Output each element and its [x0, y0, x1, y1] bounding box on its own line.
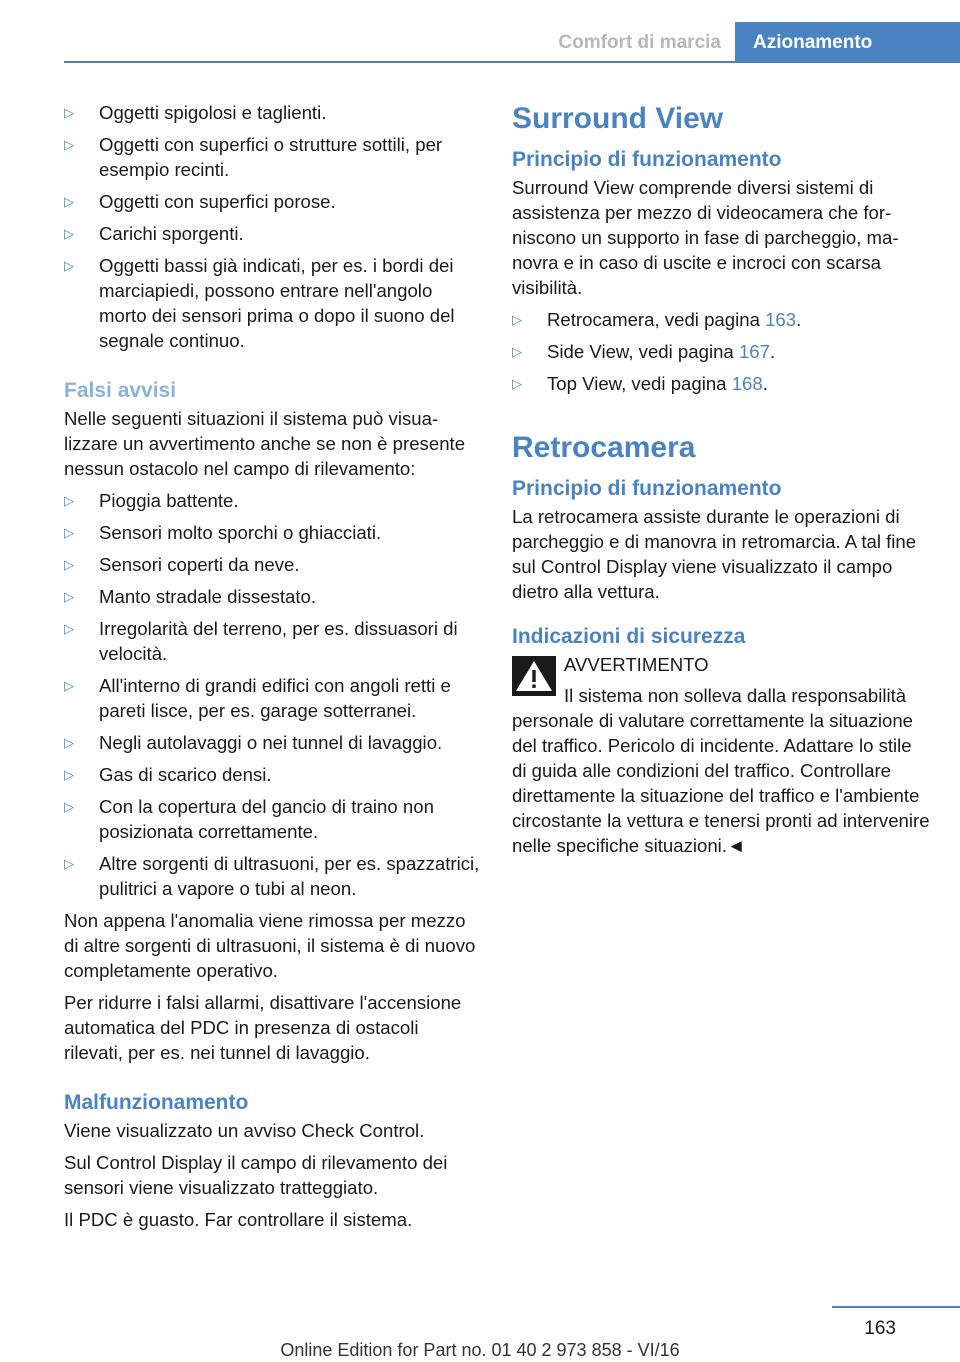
- list-item: ▷ Sensori coperti da neve.: [64, 554, 300, 575]
- right-column: [512, 100, 930, 865]
- list-item: ▷ Sensori molto sporchi o ghiacciati.: [64, 522, 382, 543]
- list-item: ▷ All'interno di grandi edifici con angoli retti e pareti lisce, per es. garage sotterranei.: [64, 675, 451, 721]
- page-number: 163: [864, 1318, 896, 1339]
- bullet-triangle-icon: ▷: [64, 589, 74, 604]
- list-item: ▷ Gas di scarico densi.: [64, 764, 272, 785]
- camera-reference-list: [512, 307, 930, 396]
- malfunction-text-2: Sul Control Display il campo di rilevamento dei sensori viene visualizzato tratteggiato.: [64, 1152, 448, 1198]
- false-alarms-heading: Falsi avvisi: [64, 379, 177, 402]
- bullet-triangle-icon: ▷: [64, 621, 74, 636]
- page-link[interactable]: 163: [765, 309, 797, 330]
- retro-description: La retrocamera assiste durante le operazioni di parcheggio e di manovra in retromarcia. A tal fine sul Control Display viene visualizzato il campo dietro alla vettura.: [512, 506, 917, 602]
- bullet-triangle-icon: ▷: [64, 258, 74, 273]
- bullet-triangle-icon: ▷: [512, 312, 522, 327]
- edition-footer: Online Edition for Part no. 01 40 2 973 858 - VI/16: [280, 1340, 680, 1360]
- bullet-triangle-icon: ▷: [64, 799, 74, 814]
- list-item: ▷ Negli autolavaggi o nei tunnel di lavaggio.: [64, 732, 443, 753]
- bullet-triangle-icon: ▷: [64, 137, 74, 152]
- page-link[interactable]: 167: [738, 341, 770, 362]
- bullet-triangle-icon: ▷: [64, 226, 74, 241]
- warning-first-line: Il sistema non solleva dalla responsabilità: [564, 685, 907, 706]
- bullet-triangle-icon: ▷: [64, 767, 74, 782]
- list-item: ▷ Oggetti bassi già indicati, per es. i bordi dei marciapiedi, possono entrare nell'angolo morto dei sensori prima o dopo il suono del segnale continuo.: [64, 255, 455, 351]
- warning-block: [512, 652, 930, 858]
- false-alarms-bullet-list: [64, 488, 480, 901]
- paragraph-anomaly-removed: Non appena l'anomalia viene rimossa per mezzo di altre sorgenti di ultrasuoni, il sistema è di nuovo completamente operativo.: [64, 910, 476, 981]
- list-item: ▷ Manto stradale dissestato.: [64, 586, 317, 607]
- bullet-triangle-icon: ▷: [64, 105, 74, 120]
- list-item: ▷ Irregolarità del terreno, per es. dissuasori di velocità.: [64, 618, 458, 664]
- malfunction-text-3: Il PDC è guasto. Far controllare il sistema.: [64, 1209, 413, 1230]
- bullet-triangle-icon: ▷: [64, 194, 74, 209]
- bullet-triangle-icon: ▷: [64, 678, 74, 693]
- bullet-triangle-icon: ▷: [64, 493, 74, 508]
- warning-text: personale di valutare correttamente la situazione del traffico. Pericolo di incidente. Adattare lo stile di guida alle condizioni del traffico. Controllare direttamente la situazione del traffico e l'ambiente circostante la vettura e tenersi pronti ad intervenire nelle specifiche situazioni.◄: [512, 710, 930, 856]
- page-link[interactable]: 168: [731, 373, 763, 394]
- header-tabs: [0, 22, 960, 62]
- bullet-triangle-icon: ▷: [512, 344, 522, 359]
- surround-description: Surround View comprende diversi sistemi di assistenza per mezzo di videocamera che forniscono un supporto in fase di parcheggio, manovra e in caso di uscite e incroci con scarsa visibilità.: [512, 177, 899, 298]
- malfunction-heading: Malfunzionamento: [64, 1091, 249, 1114]
- safety-heading: Indicazioni di sicurezza: [512, 625, 746, 648]
- list-item: ▷ Pioggia battente.: [64, 490, 239, 511]
- list-item: ▷ Top View, vedi pagina 168.: [512, 373, 768, 394]
- obstacle-bullet-list: [64, 100, 480, 353]
- list-item: ▷ Oggetti con superfici porose.: [64, 191, 336, 212]
- list-item: ▷ Con la copertura del gancio di traino non posizionata correttamente.: [64, 796, 434, 842]
- malfunction-text-1: Viene visualizzato un avviso Check Control.: [64, 1120, 425, 1141]
- left-column: [64, 100, 480, 1239]
- list-item: ▷ Altre sorgenti di ultrasuoni, per es. spazzatrici, pulitrici a vapore o tubi al neon.: [64, 853, 480, 899]
- bullet-triangle-icon: ▷: [512, 376, 522, 391]
- retro-principle-heading: Principio di funzionamento: [512, 477, 782, 500]
- surround-principle-heading: Principio di funzionamento: [512, 148, 782, 171]
- tab-comfort-di-marcia[interactable]: Comfort di marcia: [558, 32, 721, 53]
- bullet-triangle-icon: ▷: [64, 856, 74, 871]
- retrocamera-title: Retrocamera: [512, 431, 696, 464]
- list-item: ▷ Retrocamera, vedi pagina 163.: [512, 309, 802, 330]
- false-alarms-intro: Nelle seguenti situazioni il sistema può visualizzare un avvertimento anche se non è presente nessun ostacolo nel campo di rilevamento:: [64, 408, 466, 479]
- bullet-triangle-icon: ▷: [64, 525, 74, 540]
- bullet-triangle-icon: ▷: [64, 557, 74, 572]
- surround-view-title: Surround View: [512, 102, 724, 135]
- list-item: ▷ Carichi sporgenti.: [64, 223, 244, 244]
- list-item: ▷ Side View, vedi pagina 167.: [512, 341, 776, 362]
- header-rule: [64, 61, 960, 63]
- footer-rule: [832, 1306, 960, 1308]
- list-item: ▷ Oggetti con superfici o strutture sottili, per esempio recinti.: [64, 134, 443, 180]
- paragraph-reduce-false-alarms: Per ridurre i falsi allarmi, disattivare l'accensione automatica del PDC in presenza di ostacoli rilevati, per es. nei tunnel di lavaggio.: [64, 992, 462, 1063]
- list-item: ▷ Oggetti spigolosi e taglienti.: [64, 102, 327, 123]
- bullet-triangle-icon: ▷: [64, 735, 74, 750]
- warning-triangle-icon: [512, 656, 556, 696]
- tab-azionamento[interactable]: Azionamento: [735, 22, 960, 62]
- warning-label: AVVERTIMENTO: [564, 654, 709, 675]
